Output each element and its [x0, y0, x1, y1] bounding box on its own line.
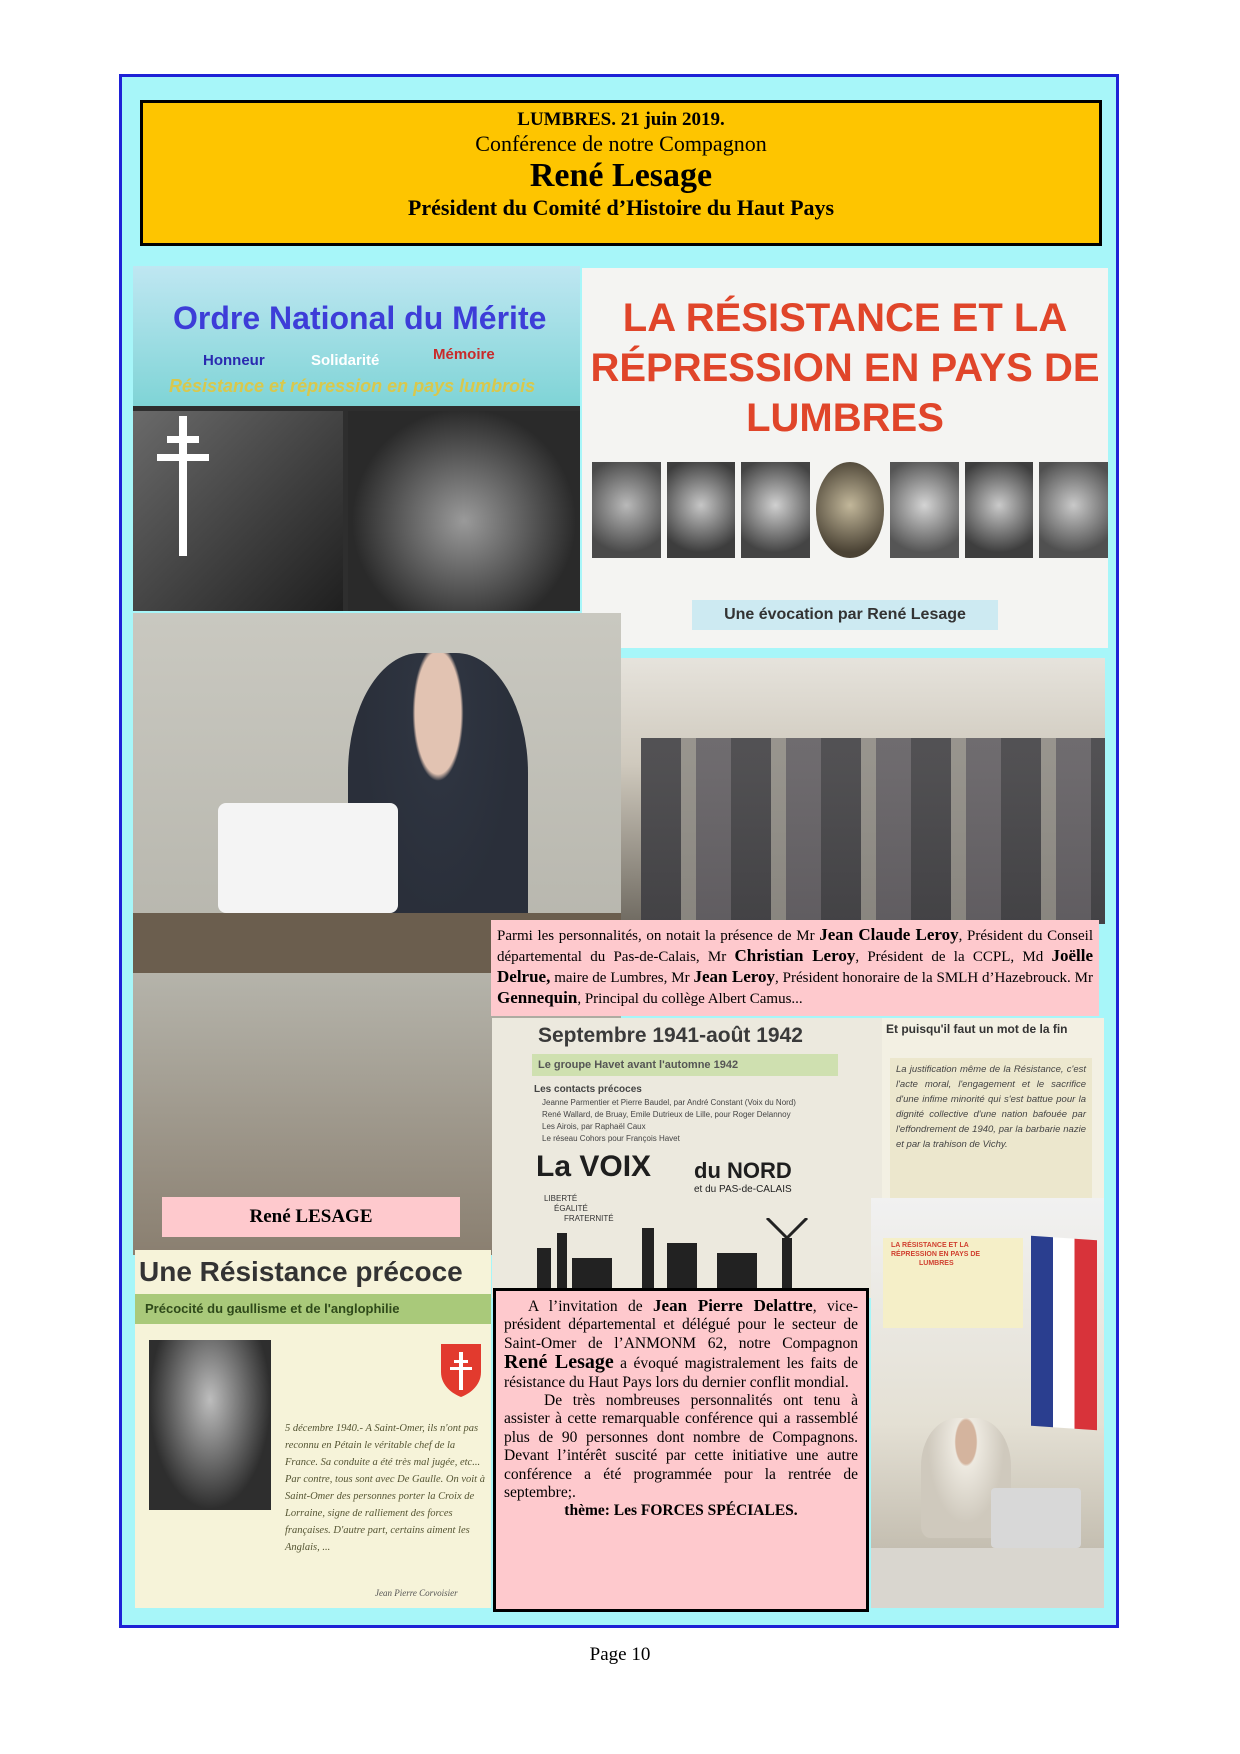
invitation-paragraph-1 — [504, 1297, 858, 1392]
page-number: Page 10 — [589, 1644, 651, 1665]
slide3-item-3: Les Airois, par Raphaël Caux — [542, 1122, 646, 1131]
photo-slide-ordre-national — [133, 266, 580, 611]
slide1-title: Ordre National du Mérite — [173, 300, 547, 336]
inv-text-3: a évoqué magistralement les faits de résistance du Haut Pays lors du dernier conflit mondial. — [504, 1355, 858, 1391]
portrait-2 — [667, 462, 736, 558]
pers-name-5: Gennequin — [497, 988, 578, 1007]
event-type: Conférence de notre Compagnon — [475, 131, 767, 156]
slide6-title-1: LA RÉSISTANCE ET LA — [891, 1242, 969, 1249]
photo-slide-resistance-lumbres — [582, 268, 1108, 648]
header-box — [140, 100, 1102, 246]
slide5-title: Une Résistance précoce — [139, 1256, 463, 1287]
newspaper-motto-2: ÉGALITÉ — [554, 1204, 588, 1213]
inv-name-delattre: Jean Pierre Delattre — [653, 1296, 813, 1315]
slide2-title-line2: RÉPRESSION EN PAYS DE — [590, 346, 1100, 390]
portrait-1 — [592, 462, 661, 558]
slide3-item-2: René Wallard, de Bruay, Emile Dutrieux de Lille, pour Roger Delannoy — [542, 1110, 791, 1119]
newspaper-title-2: du NORD — [694, 1158, 792, 1183]
photo-speaker-flag — [871, 1198, 1104, 1608]
slide1-word1: Honneur — [203, 352, 265, 369]
inv-name-lesage: René Lesage — [504, 1351, 614, 1374]
portrait-6 — [965, 462, 1034, 558]
inv-text-1: A l’invitation de — [528, 1298, 654, 1315]
lorraine-cross-icon — [153, 416, 213, 556]
invitation-box — [493, 1288, 869, 1612]
pers-text-6: , Principal du collège Albert Camus... — [577, 991, 803, 1007]
french-flag — [1031, 1236, 1097, 1431]
pers-text-1: Parmi les personnalités, on notait la présence de Mr — [497, 928, 820, 944]
slide6-title-2: RÉPRESSION EN PAYS DE — [891, 1251, 981, 1258]
slide3-title: Septembre 1941-août 1942 — [538, 1024, 803, 1047]
slide1-subtitle: Résistance et répression en pays lumbrois — [169, 376, 536, 396]
pers-text-5: , Président honoraire de la SMLH d’Hazebrouck. Mr — [775, 970, 1093, 986]
audience-rows — [641, 738, 1105, 924]
newspaper-motto-3: FRATERNITÉ — [564, 1214, 614, 1223]
pers-name-2: Christian Leroy — [734, 946, 856, 965]
speaker-name: René Lesage — [529, 157, 713, 194]
portrait-7 — [1039, 462, 1108, 558]
newspaper-factory-illustration — [532, 1218, 842, 1298]
pers-text-2: , Président du Conseil départemental du Pas-de-Calais, Mr — [497, 928, 1094, 965]
slide2-footer: Une évocation par René Lesage — [692, 600, 998, 630]
portrait-4 — [816, 462, 885, 558]
pers-text-3: , Président de la CCPL, Md — [855, 949, 1052, 965]
invitation-theme: thème: Les FORCES SPÉCIALES. — [564, 1502, 798, 1520]
personalities-caption — [491, 920, 1099, 1016]
slide2-title-line3: LUMBRES — [746, 396, 944, 440]
pers-text-4: maire de Lumbres, Mr — [550, 970, 694, 986]
portrait-3 — [741, 462, 810, 558]
photo-audience — [621, 658, 1105, 924]
event-date: LUMBRES. 21 juin 2019. — [517, 109, 725, 130]
pers-name-3: Joëlle Delrue, — [497, 946, 1094, 986]
slide4-title: Et puisqu'il faut un mot de la fin — [886, 1022, 1068, 1036]
portrait-row — [592, 462, 1108, 558]
table-2 — [871, 1548, 1104, 1608]
newspaper-title-1: La VOIX — [536, 1150, 652, 1183]
photo-slide-septembre — [492, 1018, 882, 1298]
lorraine-cross-shield-icon — [439, 1342, 483, 1398]
photo-slide-resistance-precoce — [135, 1250, 491, 1608]
slide3-subtitle: Le groupe Havet avant l'automne 1942 — [532, 1054, 838, 1076]
slide5-author: Jean Pierre Corvoisier — [375, 1588, 458, 1598]
pers-name-4: Jean Leroy — [693, 967, 776, 986]
slide2-title-line1: LA RÉSISTANCE ET LA — [622, 296, 1068, 340]
resistance-portrait — [348, 411, 580, 611]
speaker-title: Président du Comité d’Histoire du Haut Pays — [407, 195, 835, 220]
slide6-title-3: LUMBRES — [919, 1260, 954, 1267]
slide3-item-4: Le réseau Cohors pour François Havet — [542, 1134, 680, 1143]
laptop-2 — [991, 1488, 1081, 1548]
newspaper-motto-1: LIBERTÉ — [544, 1194, 578, 1203]
speaker-caption-text: René LESAGE — [249, 1206, 373, 1227]
slide1-word3: Mémoire — [433, 346, 495, 363]
slide4-quote: La justification même de la Résistance, c'est l'acte moral, l'engagement et le sacrifice d'une infime minorité qui s'est battue pour la dignité collective d'une nation bafouée par l'effondrement de 1940, par la barbarie nazie et par la trahison de Vichy. — [896, 1064, 1086, 1150]
speaker-caption — [162, 1197, 460, 1237]
de-gaulle-portrait — [149, 1340, 271, 1510]
slide5-text: 5 décembre 1940.- A Saint-Omer, ils n'ont pas reconnu en Pétain le véritable chef de la France. Sa conduite a été très mal jugée, etc... Par contre, tous sont avec De Gaulle. On voit à Saint-Omer des personnes porter la Croix de Lorraine, signe de ralliement des forces françaises. D'autre part, certains aiment les Anglais, ... — [285, 1423, 485, 1553]
portrait-5 — [890, 462, 959, 558]
newspaper-title-3: et du PAS-de-CALAIS — [694, 1184, 792, 1195]
invitation-paragraph-2: De très nombreuses personnalités ont tenu à assister à cette remarquable conférence qui a rassemblé plus de 90 personnes dont nombre de Compagnons. Devant l’intérêt suscité par cette initiative une autre conférence a été programmée pour la rentrée de septembre;. — [504, 1392, 858, 1502]
slide3-list-head: Les contacts précoces — [534, 1084, 642, 1095]
laptop — [218, 803, 398, 913]
slide5-subtitle: Précocité du gaullisme et de l'anglophilie — [135, 1294, 491, 1324]
inv-text-2: , vice-président départemental et délégué pour le secteur de Saint-Omer de l’ANMONM 62, notre Compagnon — [504, 1298, 858, 1352]
pers-name-1: Jean Claude Leroy — [819, 925, 959, 944]
slide1-word2: Solidarité — [311, 352, 380, 369]
slide3-item-1: Jeanne Parmentier et Pierre Baudel, par André Constant (Voix du Nord) — [542, 1098, 796, 1107]
